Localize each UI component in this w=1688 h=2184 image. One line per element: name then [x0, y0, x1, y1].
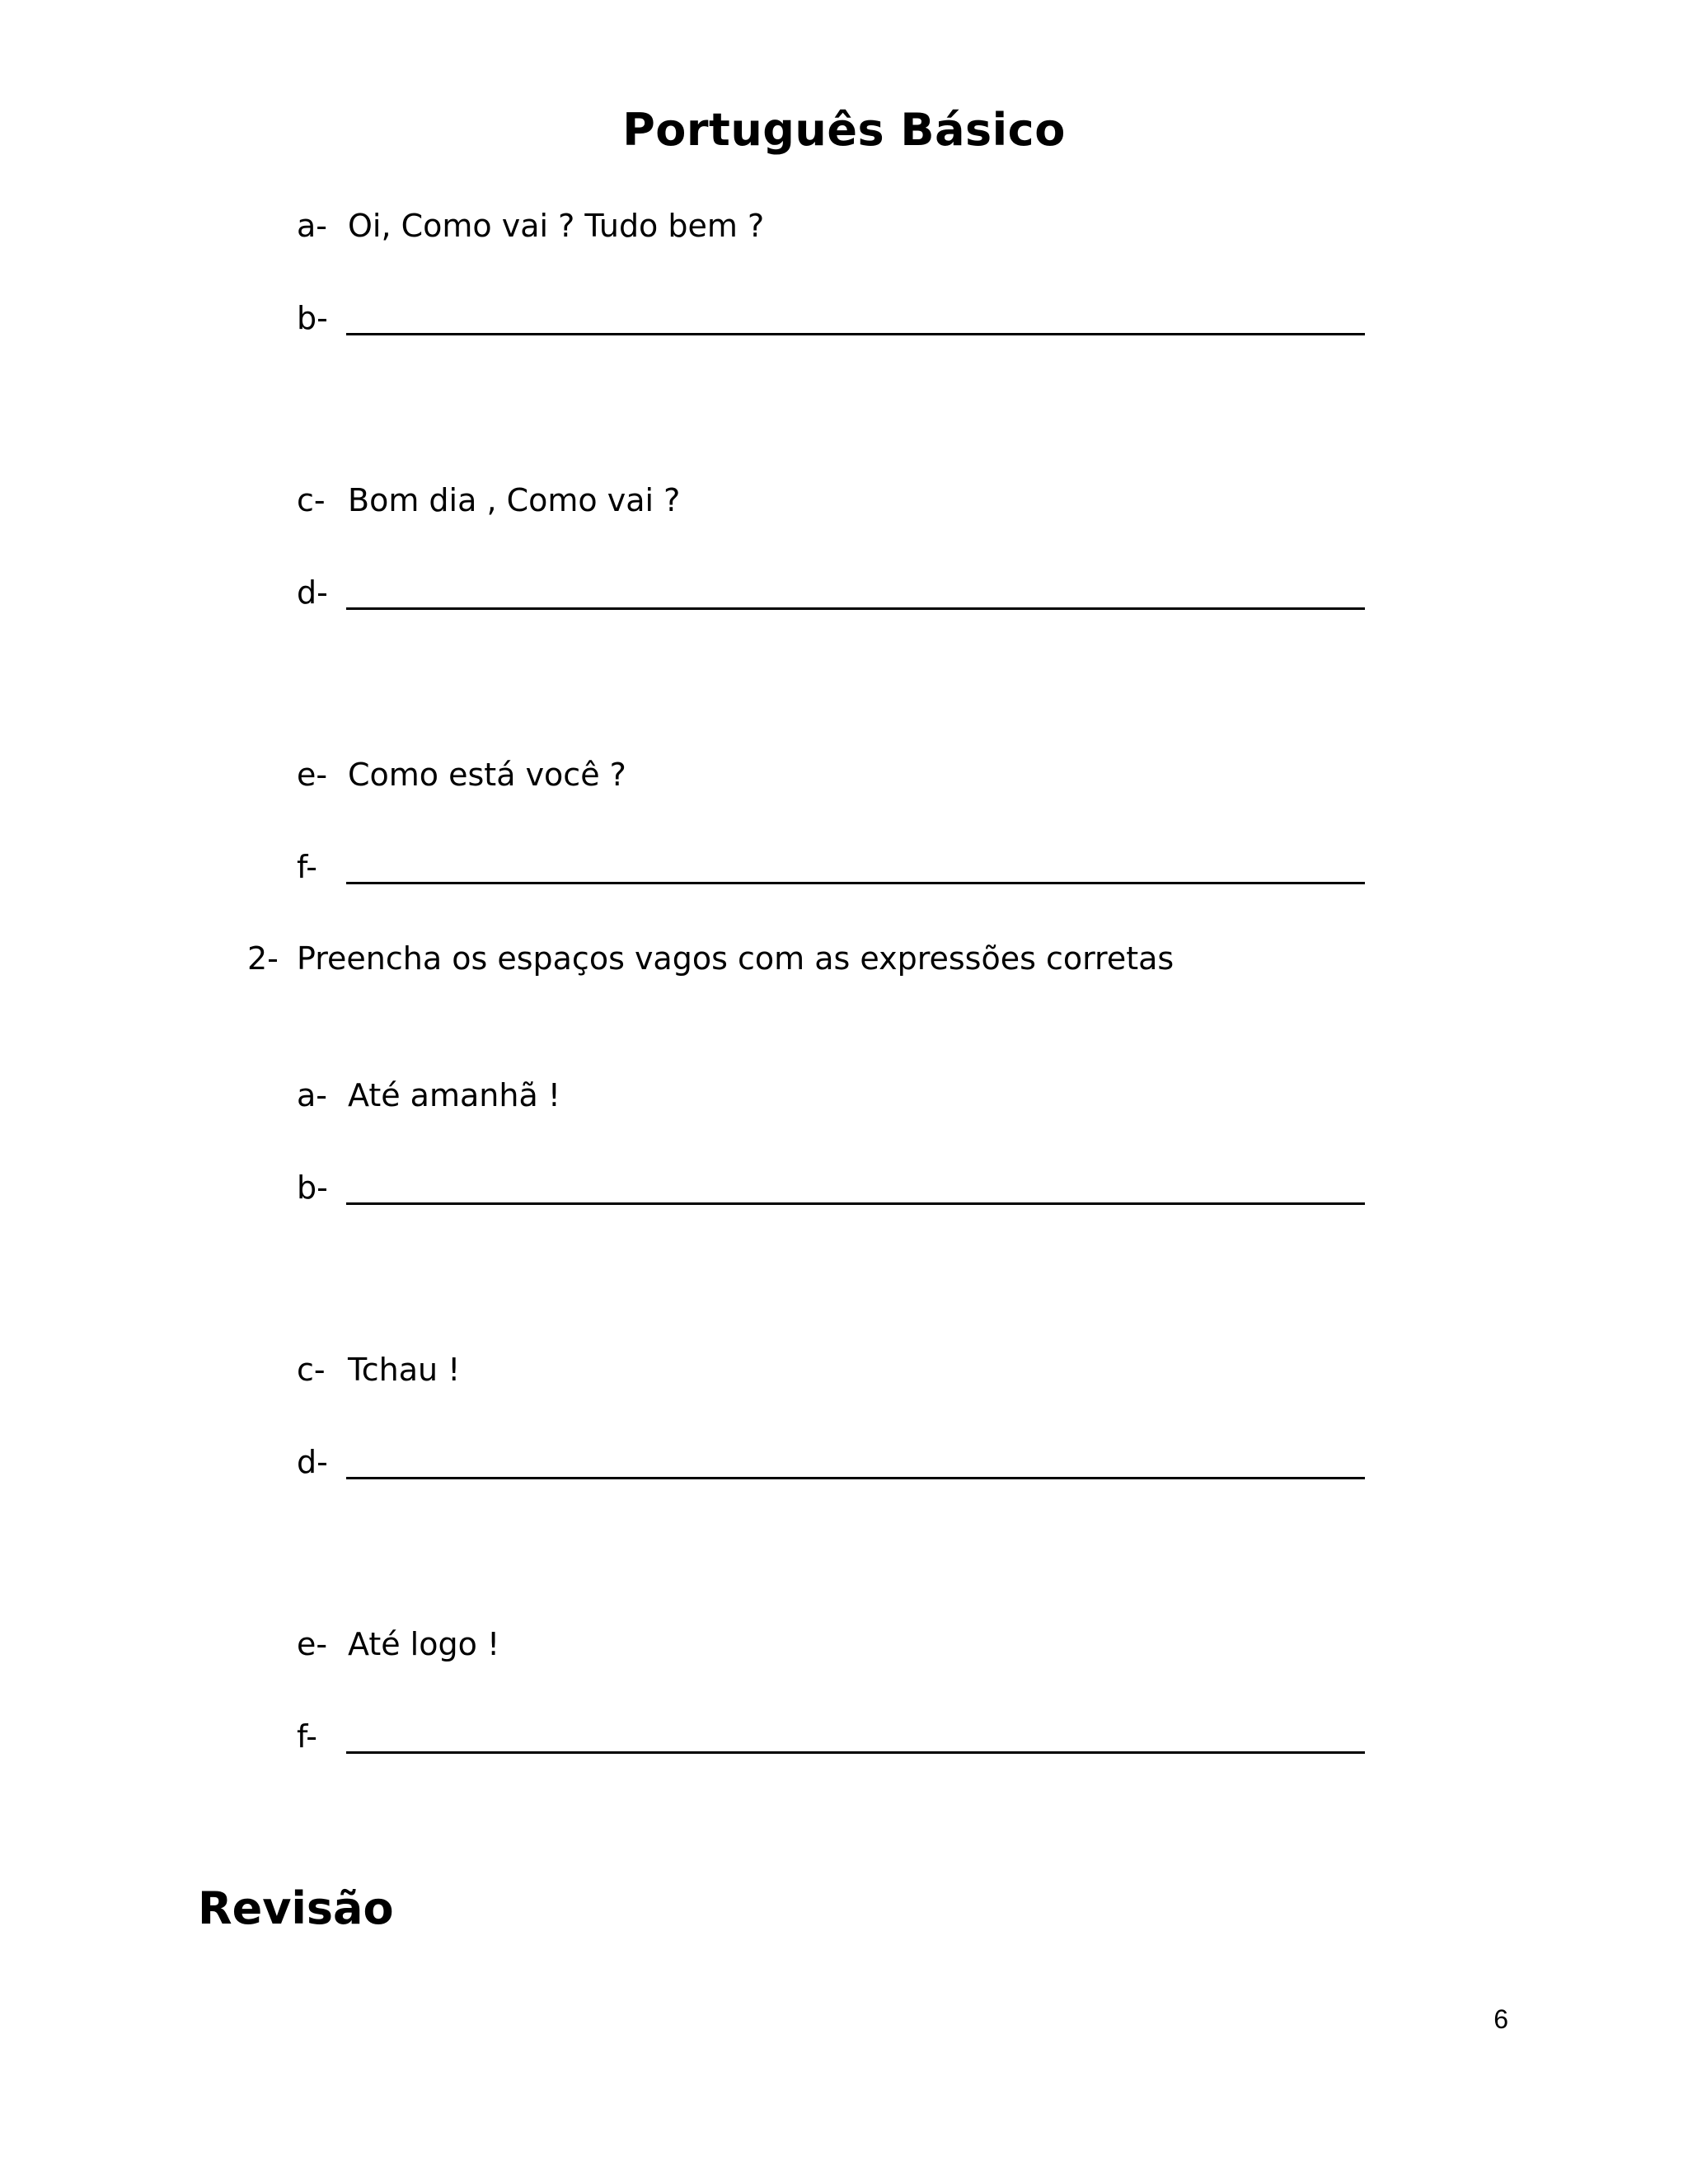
exercise-number: 2-	[247, 940, 279, 977]
item-text: Até amanhã !	[348, 1077, 561, 1113]
item-letter: c-	[297, 482, 326, 518]
item-letter: a-	[297, 1077, 327, 1113]
page-title: Português Básico	[622, 104, 1066, 156]
item-letter: d-	[297, 574, 328, 611]
item-letter: a-	[297, 208, 327, 244]
answer-blank-line[interactable]	[346, 607, 1365, 610]
item-letter: f-	[297, 849, 318, 885]
item-letter: f-	[297, 1718, 318, 1755]
answer-blank-line[interactable]	[346, 1751, 1365, 1754]
answer-blank-line[interactable]	[346, 1202, 1365, 1205]
item-text: Oi, Como vai ? Tudo bem ?	[348, 208, 765, 244]
item-text: Até logo !	[348, 1626, 500, 1662]
instruction-text: Preencha os espaços vagos com as expressões corretas	[297, 940, 1175, 977]
answer-blank-line[interactable]	[346, 333, 1365, 335]
answer-blank-line[interactable]	[346, 882, 1365, 884]
item-letter: c-	[297, 1352, 326, 1388]
answer-blank-line[interactable]	[346, 1477, 1365, 1479]
item-text: Tchau !	[348, 1352, 461, 1388]
item-text: Bom dia , Como vai ?	[348, 482, 681, 518]
item-letter: e-	[297, 1626, 328, 1662]
item-text: Como está você ?	[348, 757, 626, 793]
item-letter: b-	[297, 300, 328, 336]
page-number: 6	[1493, 2004, 1508, 2034]
item-letter: b-	[297, 1169, 328, 1206]
item-letter: d-	[297, 1444, 328, 1480]
section-heading: Revisão	[198, 1882, 394, 1934]
item-letter: e-	[297, 757, 328, 793]
